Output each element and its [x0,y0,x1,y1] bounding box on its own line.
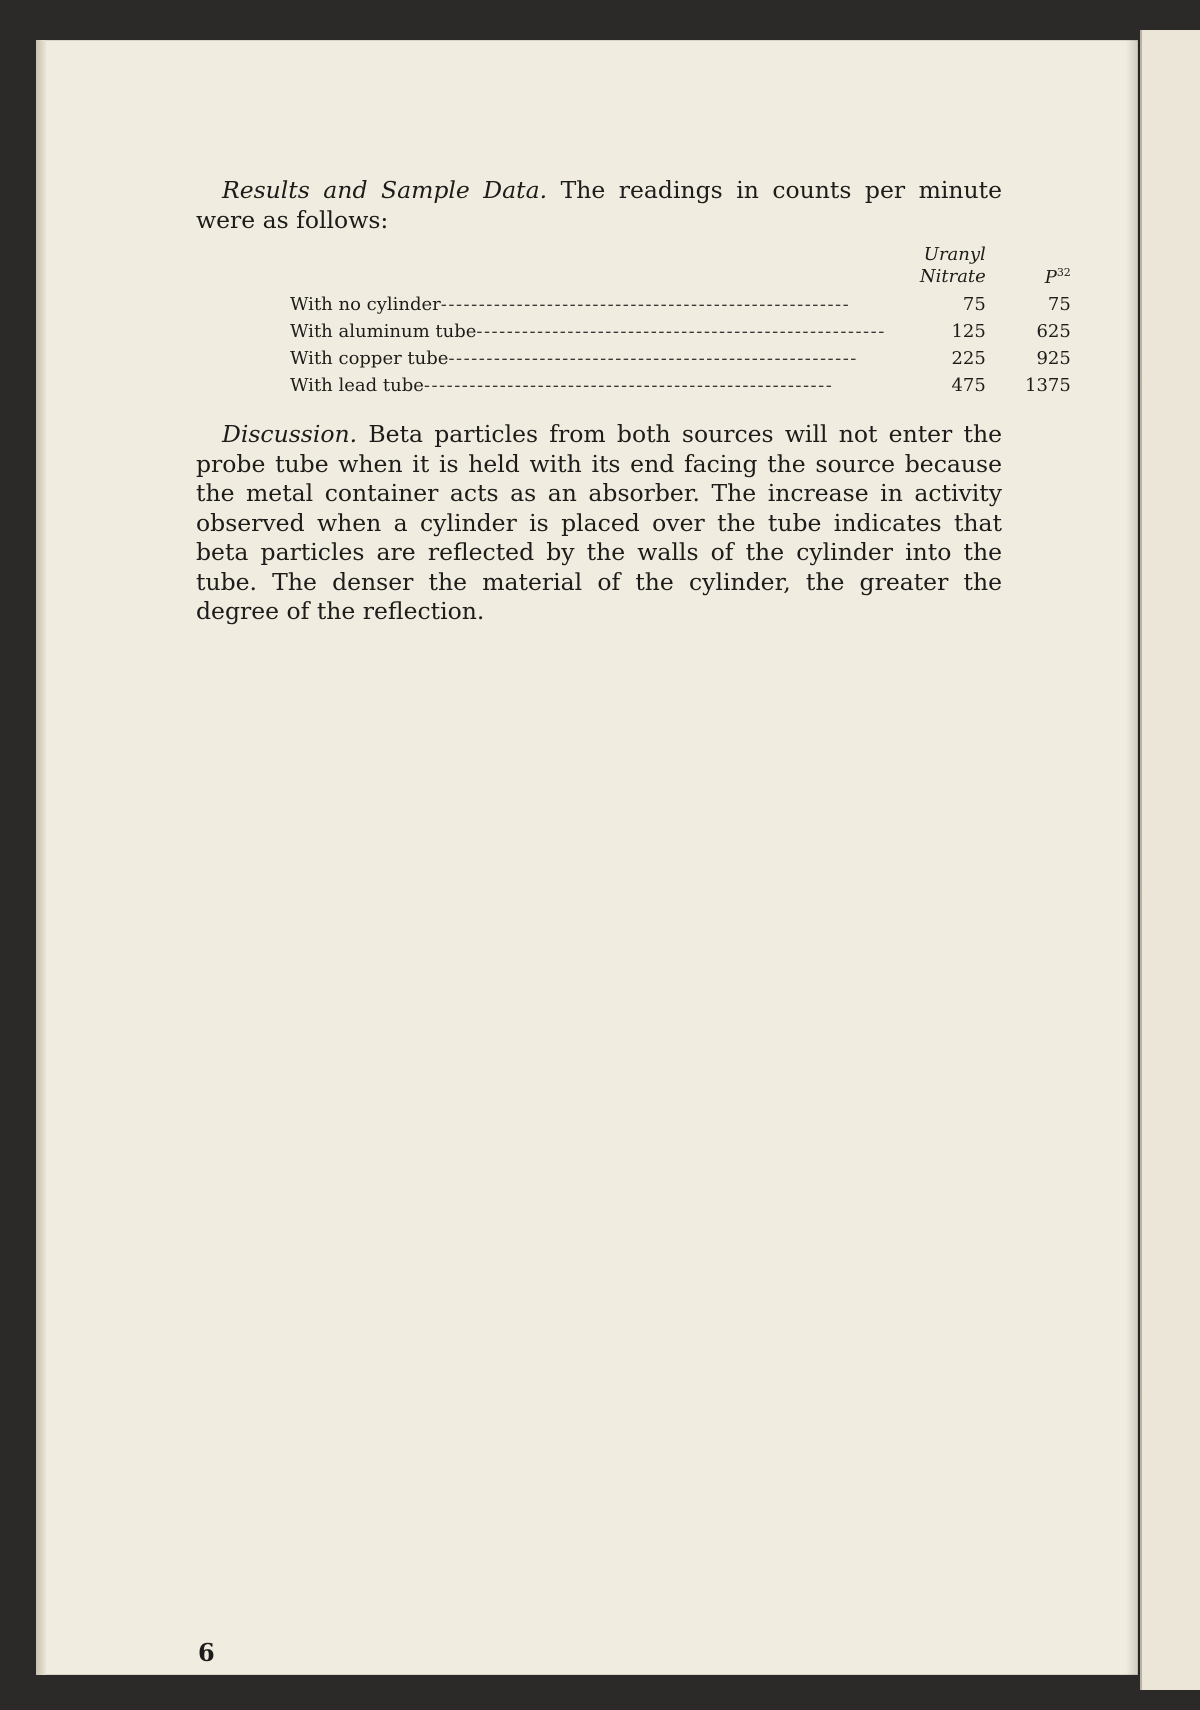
results-text: The readings in counts per minute were as follows: [196,176,1002,234]
row-label: With aluminum tube [290,321,477,342]
uranyl-value: 75 [962,294,986,315]
p32-value: 925 [1036,348,1071,369]
data-table [290,240,1071,396]
discussion-text: Beta particles from both sources will not enter the probe tube when it is held with its end facing the source because the metal container acts as an absorber. The increase in activity observed when a cylinder is placed over the tube indicates that beta particles are reflected by the walls of the cylinder into the tube. The denser the material of the cylinder, the greater the degree of the reflection. [196,420,1002,625]
table-row: With aluminum tube------------------------------------------------------ 125 625 [290,315,1071,342]
row-label: With copper tube [290,348,449,369]
table-row: With no cylinder------------------------------------------------------ 75 75 [290,288,1071,315]
page-number: 6 [198,1638,215,1667]
header-p32: $P^{32}$ [1044,266,1071,288]
table-row: With lead tube------------------------------------------------------ 475 1375 [290,369,1071,396]
p32-value: 75 [1047,294,1071,315]
results-paragraph [196,176,1002,235]
table-header-row [290,240,1071,288]
results-heading: Results and Sample Data. [222,176,548,204]
row-label: With no cylinder [290,294,441,315]
uranyl-value: 475 [951,375,986,396]
uranyl-value: 125 [951,321,986,342]
discussion-heading: Discussion. [222,420,358,448]
discussion-paragraph [196,420,1002,627]
table-row: With copper tube------------------------------------------------------ 225 925 [290,342,1071,369]
p32-value: 1375 [1025,375,1071,396]
p32-value: 625 [1036,321,1071,342]
row-label: With lead tube [290,375,424,396]
uranyl-value: 225 [951,348,986,369]
header-uranyl-nitrate: Uranyl Nitrate [919,244,986,287]
page-edge [36,40,46,1675]
next-page-edge [1140,30,1200,1690]
